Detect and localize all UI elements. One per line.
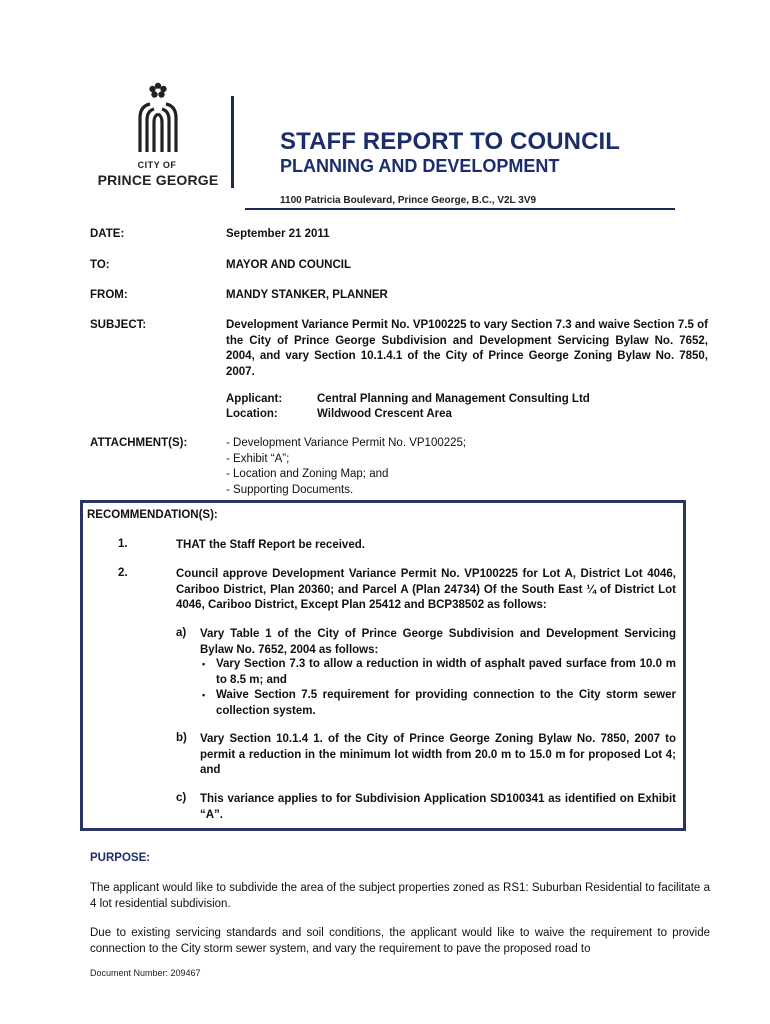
purpose-paragraph-1: The applicant would like to subdivide the area of the subject properties zoned as RS1: Suburban Residential to facilitate a 4 lot residential subdivision.	[90, 882, 710, 910]
recommendation-number-2: 2.	[118, 567, 128, 579]
city-logo	[88, 76, 228, 192]
applicant-label: Applicant:	[226, 393, 283, 405]
subject-label: SUBJECT:	[90, 319, 147, 331]
report-title: STAFF REPORT TO COUNCIL	[280, 128, 621, 155]
attachments-label: ATTACHMENT(S):	[90, 437, 188, 449]
to-value: MAYOR AND COUNCIL	[226, 259, 352, 271]
subject-text: Development Variance Permit No. VP100225 to vary Section 7.3 and waive Section 7.5 of the City of Prince George Subdivision and Development Servicing Bylaw No. 7652, 2004, and vary Section 10.1.4.1 of the City of Prince George Zoning Bylaw No. 7850, 2007.	[226, 319, 708, 378]
attachment-item: - Location and Zoning Map; and	[226, 468, 389, 480]
city-logo-icon	[134, 78, 182, 154]
report-subtitle: PLANNING AND DEVELOPMENT	[280, 156, 560, 176]
purpose-title: PURPOSE:	[90, 852, 151, 864]
header-divider-horizontal	[245, 208, 675, 210]
city-address: 1100 Patricia Boulevard, Prince George, B.C., V2L 3V9	[280, 195, 537, 206]
location-value: Wildwood Crescent Area	[317, 408, 452, 420]
sub-item-a-bullet-1: Vary Section 7.3 to allow a reduction in width of asphalt paved surface from 10.0 m to 8.5 m; and	[216, 658, 676, 686]
recommendation-item-1: THAT the Staff Report be received.	[176, 539, 365, 551]
purpose-paragraph-2: Due to existing servicing standards and soil conditions, the applicant would like to waive the requirement to provide connection to the City storm sewer system, and vary the requirement to pave the proposed road to	[90, 927, 710, 955]
document-number: Document Number: 209467	[90, 968, 201, 978]
logo-line-city-name: PRINCE GEORGE	[97, 172, 219, 188]
sub-item-a-letter: a)	[176, 627, 187, 639]
attachment-item: - Exhibit “A”;	[226, 452, 290, 465]
header-divider-vertical	[231, 96, 234, 188]
location-label: Location:	[226, 408, 278, 420]
applicant-value: Central Planning and Management Consulting Ltd	[317, 393, 590, 405]
attachment-item: - Development Variance Permit No. VP100225;	[226, 437, 467, 449]
recommendation-item-2: Council approve Development Variance Permit No. VP100225 for Lot A, District Lot 4046, Cariboo District, Plan 20360; and Parcel A (Plan 24734) Of the South East ¼ of District Lot 4046, Cariboo District, Except Plan 25412 and BCP38502 as follows:	[176, 568, 676, 611]
bullet-icon: •	[202, 659, 206, 669]
from-value: MANDY STANKER, PLANNER	[226, 289, 388, 301]
logo-line-city-of: CITY OF	[137, 160, 177, 170]
sub-item-c-letter: c)	[176, 792, 187, 804]
sub-item-a-text: Vary Table 1 of the City of Prince George Subdivision and Development Servicing Bylaw No. 7652, 2004 as follows:	[200, 628, 676, 656]
recommendation-title: RECOMMENDATION(S):	[87, 509, 218, 521]
attachments-list	[226, 436, 466, 498]
to-label: TO:	[90, 259, 110, 271]
sub-item-b-letter: b)	[176, 732, 187, 744]
sub-item-b-text: Vary Section 10.1.4 1. of the City of Prince George Zoning Bylaw No. 7850, 2007 to permit a reduction in the minimum lot width from 20.0 m to 15.0 m for proposed Lot 4; and	[200, 733, 676, 776]
date-value: September 21 2011	[226, 228, 330, 240]
recommendation-number-1: 1.	[118, 538, 128, 550]
bullet-icon: •	[202, 690, 206, 700]
from-label: FROM:	[90, 289, 128, 301]
attachment-item: - Supporting Documents.	[226, 483, 354, 496]
sub-item-c-text: This variance applies to for Subdivision Application SD100341 as identified on Exhibit “A”.	[200, 793, 676, 821]
sub-item-a-bullet-2: Waive Section 7.5 requirement for providing connection to the City storm sewer collection system.	[216, 689, 676, 717]
date-label: DATE:	[90, 228, 125, 240]
